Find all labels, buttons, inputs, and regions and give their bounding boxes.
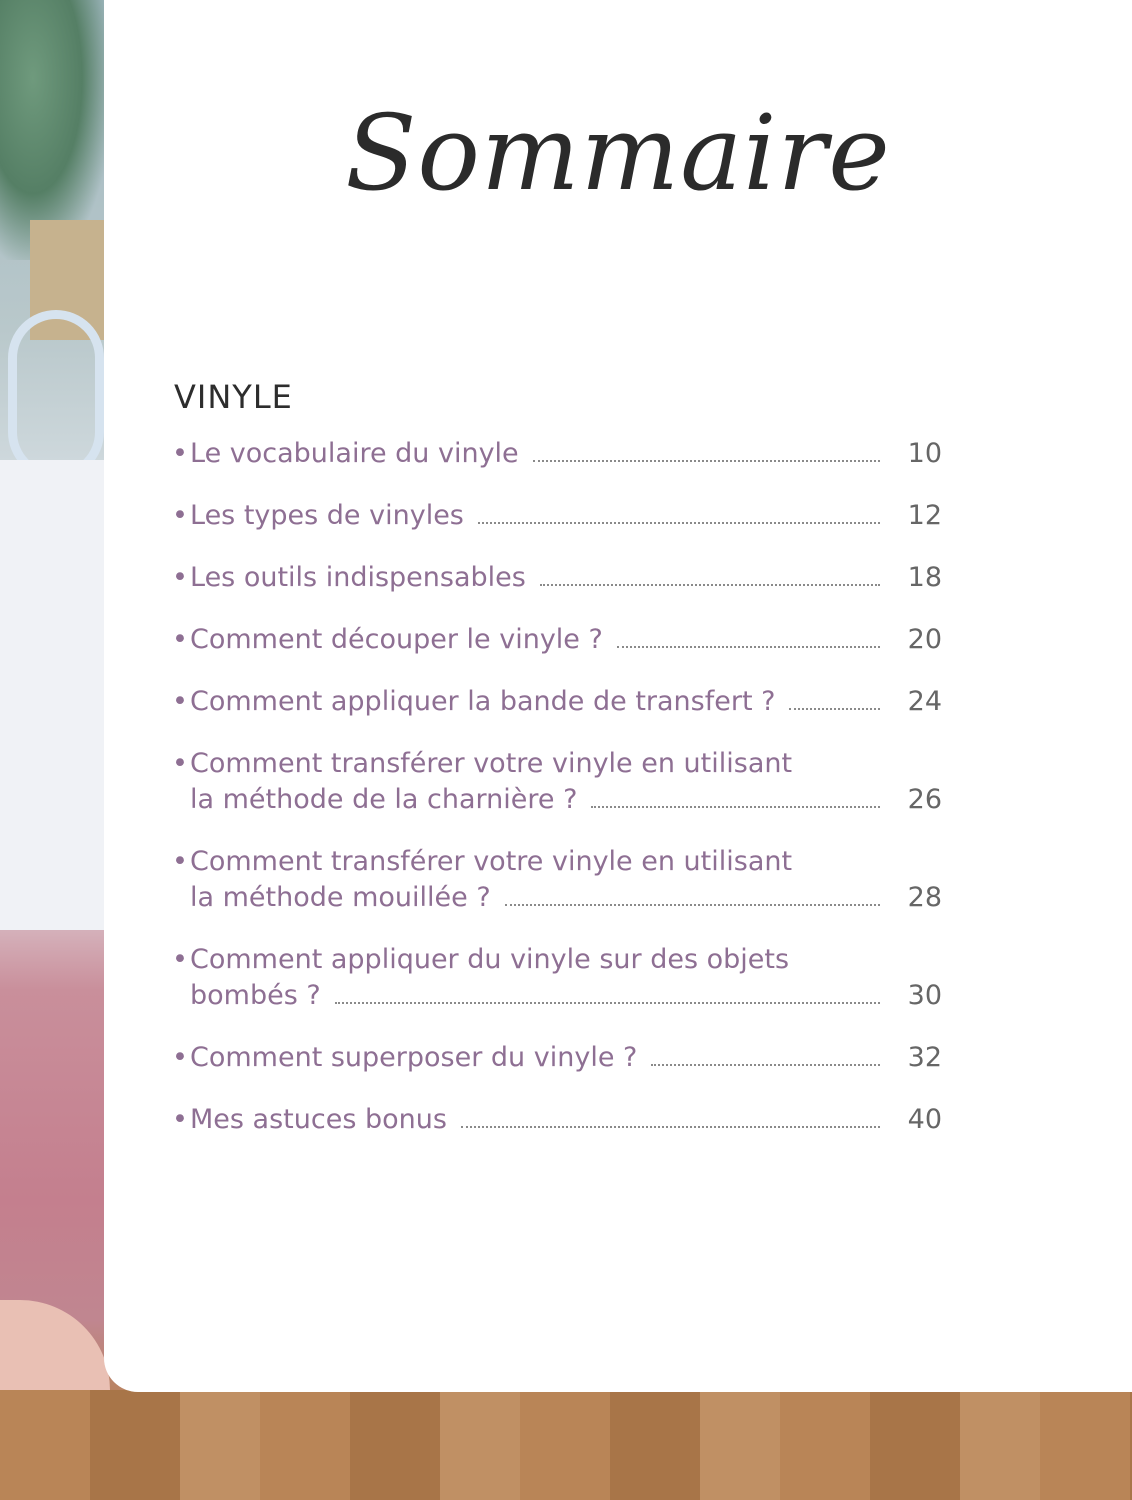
entry-title-line1: Comment appliquer du vinyle sur des objets xyxy=(190,944,790,975)
bullet: • xyxy=(172,438,188,469)
page-title: Sommaire xyxy=(345,92,891,214)
entry-title: Les types de vinyles xyxy=(190,500,464,531)
tool-holder xyxy=(0,460,118,930)
page-number: 40 xyxy=(907,1104,942,1135)
entry-title-line1: Comment transférer votre vinyle en utilisant xyxy=(190,748,793,779)
entry-title: Comment superposer du vinyle ? xyxy=(190,1042,638,1073)
page-number: 18 xyxy=(907,562,942,593)
entry-title-line1: Comment transférer votre vinyle en utilisant xyxy=(190,846,793,877)
bullet: • xyxy=(172,624,188,655)
leader-dots xyxy=(335,1002,880,1004)
bullet: • xyxy=(172,1104,188,1135)
page-number: 10 xyxy=(907,438,942,469)
leader-dots xyxy=(617,646,880,648)
leader-dots xyxy=(478,522,880,524)
page-number: 20 xyxy=(907,624,942,655)
bullet: • xyxy=(172,686,188,717)
leader-dots xyxy=(533,460,880,462)
page-number: 30 xyxy=(907,980,942,1011)
leader-dots xyxy=(505,904,880,906)
leader-dots xyxy=(461,1126,880,1128)
entry-title-line2: la méthode mouillée ? xyxy=(190,882,491,913)
bullet: • xyxy=(172,846,188,877)
leader-dots xyxy=(591,806,880,808)
section-heading: VINYLE xyxy=(174,378,293,416)
page-number: 32 xyxy=(907,1042,942,1073)
leader-dots xyxy=(651,1064,880,1066)
entry-title: Le vocabulaire du vinyle xyxy=(190,438,519,469)
wood-floor xyxy=(0,1390,1132,1500)
page-number: 28 xyxy=(907,882,942,913)
entry-title: Comment découper le vinyle ? xyxy=(190,624,603,655)
bullet: • xyxy=(172,944,188,975)
bullet: • xyxy=(172,562,188,593)
bullet: • xyxy=(172,500,188,531)
entry-title-line2: bombés ? xyxy=(190,980,321,1011)
entry-title: Mes astuces bonus xyxy=(190,1104,447,1135)
entry-title: Comment appliquer la bande de transfert ? xyxy=(190,686,776,717)
toc-page xyxy=(104,0,1132,1392)
page-number: 12 xyxy=(907,500,942,531)
page-number: 24 xyxy=(907,686,942,717)
scissors xyxy=(8,310,104,480)
entry-title: Les outils indispensables xyxy=(190,562,526,593)
leader-dots xyxy=(789,708,880,710)
leader-dots xyxy=(540,584,880,586)
bullet: • xyxy=(172,1042,188,1073)
bullet: • xyxy=(172,748,188,779)
entry-title-line2: la méthode de la charnière ? xyxy=(190,784,578,815)
page-number: 26 xyxy=(907,784,942,815)
